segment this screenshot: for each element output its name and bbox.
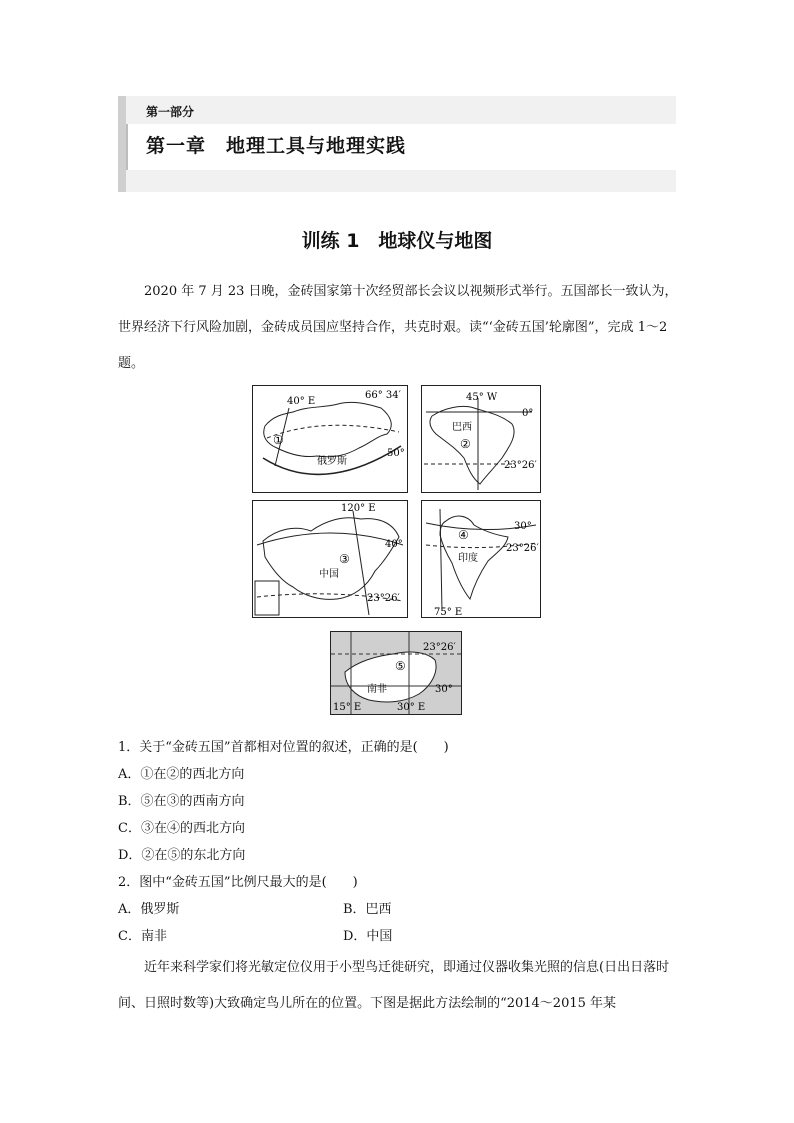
brazil-lat1-label: 0° [522, 408, 534, 419]
part-label: 第一部分 [146, 105, 195, 119]
china-capital-marker: ③ [339, 552, 350, 566]
question-1-stem: 1．关于“金砖五国”首都相对位置的叙述，正确的是( ) [118, 740, 449, 755]
q1-option-b: B．⑤在③的西南方向 [118, 794, 245, 809]
china-lon-label: 120° E [341, 503, 376, 514]
q2-option-d: D．中国 [343, 929, 393, 944]
q2-option-b: B．巴西 [343, 902, 392, 917]
q2-option-a: A．俄罗斯 [118, 902, 180, 917]
q1-option-a: A．①在②的西北方向 [118, 767, 245, 782]
southafrica-capital-marker: ⑤ [395, 659, 406, 673]
exercise-title: 训练 1 地球仪与地图 [301, 230, 493, 252]
intro-paragraph: 2020 年 7 月 23 日晚，金砖国家第十次经贸部长会议以视频形式举行。五国部长一致认为，世界经济下行风险加剧，金砖成员国应坚持合作，共克时艰。读“‘金砖五国’轮廓图”，完成 1～2 题。 [118, 284, 678, 371]
india-capital-marker: ④ [458, 528, 469, 542]
q1-option-d: D．②在⑤的东北方向 [118, 848, 246, 863]
india-lon-label: 75° E [434, 607, 463, 617]
russia-country-label: 俄罗斯 [317, 456, 347, 467]
southafrica-lat1-label: 23°26′ [423, 642, 456, 653]
southafrica-country-label: 南非 [367, 684, 387, 695]
brazil-country-label: 巴西 [452, 422, 472, 433]
brazil-lat2-label: 23°26′ [504, 460, 537, 471]
q2-option-c: C．南非 [118, 929, 167, 944]
map-brazil [421, 385, 541, 493]
russia-lat2-label: 50° [387, 448, 405, 459]
india-lat1-label: 30° [514, 521, 532, 532]
brazil-lon-label: 45° W [466, 392, 498, 403]
chapter-title: 第一章 地理工具与地理实践 [146, 135, 407, 157]
russia-capital-marker: ① [273, 433, 284, 447]
map-south-africa [330, 631, 462, 715]
brazil-capital-marker: ② [460, 437, 471, 451]
passage-paragraph: 近年来科学家们将光敏定位仪用于小型鸟迁徙研究，即通过仪器收集光照的信息(日出日落时间、日照时数等)大致确定鸟儿所在的位置。下图是据此方法绘制的“2014～2015 年某 [118, 960, 670, 1011]
map-india [421, 500, 541, 618]
map-china [252, 500, 408, 618]
southafrica-lon2-label: 30° E [397, 702, 426, 713]
india-country-label: 印度 [458, 553, 478, 564]
q1-option-c: C．③在④的西北方向 [118, 821, 245, 836]
southafrica-lat2-label: 30° [435, 684, 453, 695]
russia-lat1-label: 66° 34′ [365, 390, 401, 401]
india-lat2-label: 23°26′ [506, 543, 539, 554]
southafrica-lon1-label: 15° E [333, 702, 362, 713]
china-lat1-label: 40° [385, 539, 403, 550]
russia-lon-label: 40° E [287, 396, 316, 407]
banner-accent-bar [118, 96, 126, 192]
map-russia [252, 385, 408, 493]
china-lat2-label: 23°26′ [367, 593, 400, 604]
question-2-stem: 2．图中“金砖五国”比例尺最大的是( ) [118, 875, 358, 890]
china-country-label: 中国 [319, 569, 339, 580]
